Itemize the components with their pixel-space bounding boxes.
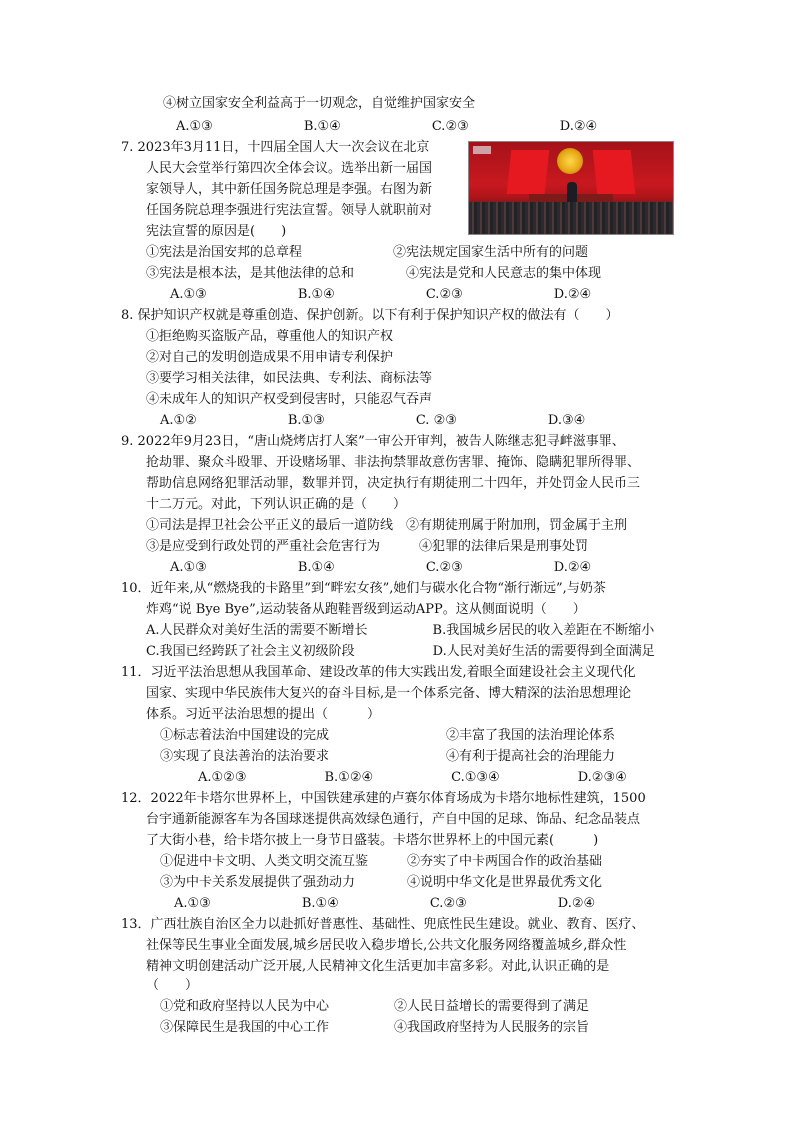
q12-options-1: ①促进中卡文明、人类文明交流互鉴 ②夯实了中卡两国合作的政治基础 (160, 854, 603, 869)
q9-stem-1: 9. 2022年9月23日，“唐山烧烤店打人案”一审公开审判，被告人陈继志犯寻衅滋事罪、 (121, 434, 625, 449)
q9-stem-2: 抢劫罪、聚众斗殴罪、开设赌场罪、非法拘禁罪故意伤害罪、掩饰、隐瞒犯罪所得罪、 (146, 455, 641, 470)
q11-options-2: ③实现了良法善治的法治要求 ④有利于提高社会的治理能力 (160, 749, 616, 764)
q12-stem-2: 台宇通新能源客车为各国球迷提供高效绿色通行，产自中国的足球、饰品、纪念品装点 (146, 812, 641, 827)
q8-option-4: ④未成年人的知识产权受到侵害时，只能忍气吞声 (146, 392, 433, 407)
tv-logo-icon (473, 146, 491, 154)
q9-options-1: ①司法是捍卫社会公平正义的最后一道防线 ②有期徒刑属于附加刑，罚金属于主刑 (146, 518, 628, 533)
q8-option-1: ①拒绝购买盗版产品，尊重他人的知识产权 (146, 329, 394, 344)
q12-choices: A.①③ B.①④ C.②③ D.②④ (174, 896, 596, 911)
audience (469, 202, 673, 234)
q7-stem-3: 家领导人，其中新任国务院总理是李强。右图为新 (146, 182, 433, 197)
q9-choices: A.①③ B.①④ C.②③ D.②④ (170, 560, 592, 575)
q11-choices: A.①②③ B.①②④ C.①③④ D.②③④ (198, 770, 627, 785)
q9-options-2: ③是应受到行政处罚的严重社会危害行为 ④犯罪的法律后果是刑事处罚 (146, 539, 589, 554)
q13-stem-1: 13．广西壮族自治区全力以赴抓好普惠性、基础性、兜底性民生建设。就业、教育、医疗、 (121, 917, 645, 932)
q13-stem-4: （ ） (146, 978, 199, 993)
q13-stem-3: 精神文明创建活动广泛开展,人民精神文化生活更加丰富多彩。对此,认识正确的是 (146, 959, 610, 974)
q13-options-2: ③保障民生是我国的中心工作 ④我国政府坚持为人民服务的宗旨 (160, 1020, 590, 1035)
q10-stem-2: 炸鸡“说 Bye Bye”,运动装备从跑鞋晋级到运动APP。这从侧面说明（ ） (146, 602, 586, 617)
q9-stem-4: 十二万元。对此，下列认识正确的是（ ） (146, 497, 407, 512)
q11-stem-1: 11．习近平法治思想从我国革命、建设改革的伟大实践出发,着眼全面建设社会主义现代化 (121, 665, 636, 680)
q12-options-2: ③为中卡关系发展提供了强劲动力 ④说明中华文化是世界最优秀文化 (160, 875, 603, 890)
q7-options-2: ③宪法是根本法，是其他法律的总和 ④宪法是党和人民意志的集中体现 (146, 266, 602, 281)
q7-stem-5: 宪法宣誓的原因是( ) (146, 224, 287, 239)
q11-options-1: ①标志着法治中国建设的完成 ②丰富了我国的法治理论体系 (160, 728, 616, 743)
q11-stem-3: 体系。习近平法治思想的提出（ ） (146, 707, 381, 722)
q8-stem: 8. 保护知识产权就是尊重创造、保护创新。以下有利于保护知识产权的做法有（ ） (121, 308, 619, 323)
q6-choices: A.①③ B.①④ C.②③ D.②④ (176, 119, 598, 134)
q9-stem-3: 帮助信息网络犯罪活动罪，数罪并罚，决定执行有期徒刑二十四年，并处罚金人民币三 (146, 476, 641, 491)
q10-stem-1: 10．近年来,从“燃烧我的卡路里”到“畔宏女孩”,她们与碳水化合物“渐行渐远”,与奶茶 (121, 581, 606, 596)
q13-options-1: ①党和政府坚持以人民为中心 ②人民日益增长的需要得到了满足 (160, 999, 590, 1014)
q6-option-4: ④树立国家安全利益高于一切观念，自觉维护国家安全 (163, 96, 476, 111)
q8-option-3: ③要学习相关法律，如民法典、专利法、商标法等 (146, 371, 433, 386)
q10-options-2: C.我国已经跨跃了社会主义初级阶段 D.人民对美好生活的需要得到全面满足 (146, 644, 655, 659)
q8-choices: A.①② B.①③ C. ②③ D.③④ (160, 413, 586, 428)
q7-options-1: ①宪法是治国安邦的总章程 ②宪法规定国家生活中所有的问题 (146, 245, 589, 260)
national-emblem-icon (557, 148, 583, 174)
q8-option-2: ②对自己的发明创造成果不用申请专利保护 (146, 350, 394, 365)
q7-stem-1: 7. 2023年3月11日，十四届全国人大一次会议在北京 (121, 140, 430, 155)
q10-options-1: A.人民群众对美好生活的需要不断增长 B.我国城乡居民的收入差距在不断缩小 (146, 623, 655, 638)
q7-choices: A.①③ B.①④ C.②③ D.②④ (170, 287, 592, 302)
q12-stem-1: 12．2022年卡塔尔世界杯上，中国铁建承建的卢赛尔体育场成为卡塔尔地标性建筑，1500 (121, 791, 646, 806)
q11-stem-2: 国家、实现中华民族伟大复兴的奋斗目标,是一个体系完备、博大精深的法治思想理论 (146, 686, 632, 701)
q7-stem-4: 任国务院总理李强进行宪法宣誓。领导人就职前对 (146, 203, 433, 218)
q12-stem-3: 了大街小巷，给卡塔尔披上一身节日盛装。卡塔尔世界杯上的中国元素( ) (146, 833, 599, 848)
oath-photo (468, 141, 674, 235)
red-flag-right (593, 150, 636, 194)
q7-stem-2: 人民大会堂举行第四次全体会议。选举出新一届国 (146, 161, 433, 176)
q13-stem-2: 社保等民生事业全面发展,城乡居民收入稳步增长,公共文化服务网络覆盖城乡,群众性 (146, 938, 627, 953)
red-flag-left (507, 150, 550, 194)
